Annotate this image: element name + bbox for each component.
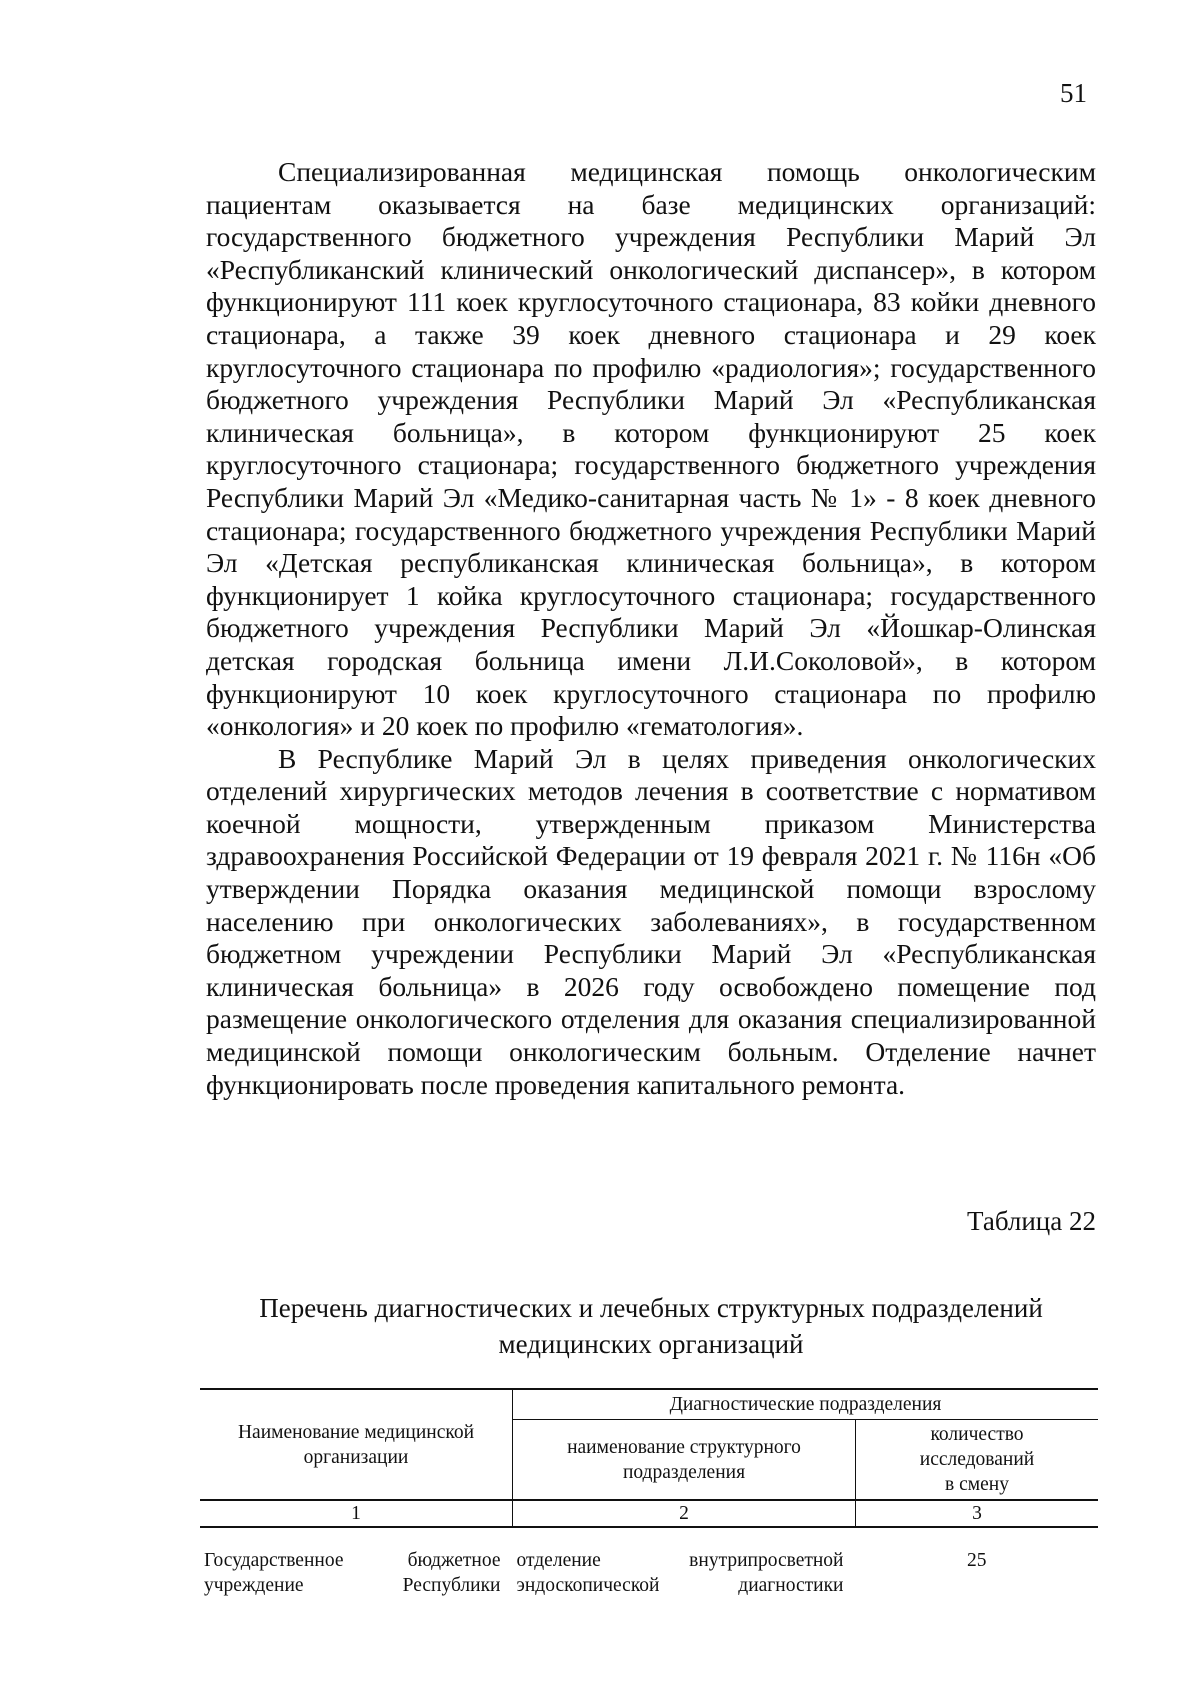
header-count-line: исследований: [919, 1449, 1035, 1470]
data-table: [200, 1388, 1098, 1600]
table-title-line: медицинских организаций: [498, 1329, 804, 1359]
header-count-line: количество: [930, 1424, 1024, 1445]
header-count-line: в смену: [945, 1474, 1009, 1495]
column-number: 1: [200, 1500, 513, 1527]
paragraph: В Республике Марий Эл в целях приведения онкологических отделений хирургических методов лечения в соответствие с нормативом коечной мощности, утвержденным приказом Министерства здравоохранения Российской Федерации от 19 февраля 2021 г. № 116н «Об утверждении Порядка оказания медицинской помощи взрослому населению при онкологических заболеваниях», в государственном бюджетном учреждении Республики Марий Эл «Республиканская клиническая больница» в 2026 году освобождено помещение под размещение онкологического отделения для оказания специализированной медицинской помощи онкологическим больным. Отделение начнет функционировать после проведения капитального ремонта.: [206, 742, 1096, 1100]
page-number: 51: [1060, 78, 1087, 108]
table-caption: Таблица 22: [967, 1206, 1096, 1236]
header-diagnostic-group: Диагностические подразделения: [513, 1389, 1099, 1420]
header-unit-name: наименование структурного подразделения: [513, 1420, 856, 1501]
table-title-line: Перечень диагностических и лечебных структурных подразделений: [259, 1293, 1043, 1323]
cell-org: Государственное бюджетное учреждение Республики: [204, 1550, 501, 1596]
header-org-name: Наименование медицинской организации: [200, 1389, 513, 1500]
table-row: [200, 1527, 1098, 1600]
cell-unit: отделение внутрипросветной эндоскопической диагностики: [516, 1550, 844, 1596]
column-number: 2: [513, 1500, 856, 1527]
paragraph: Специализированная медицинская помощь онкологическим пациентам оказывается на базе медицинских организаций: государственного бюджетного учреждения Республики Марий Эл «Республиканский клинический онкологический диспансер», в котором функционируют 111 коек круглосуточного стационара, 83 койки дневного стационара, а также 39 коек дневного стационара и 29 коек круглосуточного стационара по профилю «радиология»; государственного бюджетного учреждения Республики Марий Эл «Республиканская клиническая больница», в котором функционируют 25 коек круглосуточного стационара; государственного бюджетного учреждения Республики Марий Эл «Медико-санитарная часть № 1» - 8 коек дневного стационара; государственного бюджетного учреждения Республики Марий Эл «Детская республиканская клиническая больница», в котором функционирует 1 койка круглосуточного стационара; государственного бюджетного учреждения Республики Марий Эл «Йошкар-Олинская детская городская больница имени Л.И.Соколовой», в котором функционируют 10 коек круглосуточного стационара по профилю «онкология» и 20 коек по профилю «гематология».: [206, 156, 1096, 742]
table-title: [206, 1290, 1096, 1362]
body-text: [206, 156, 1096, 1101]
cell-count: 25: [967, 1550, 987, 1571]
column-number: 3: [856, 1500, 1099, 1527]
header-research-count: [856, 1420, 1099, 1501]
